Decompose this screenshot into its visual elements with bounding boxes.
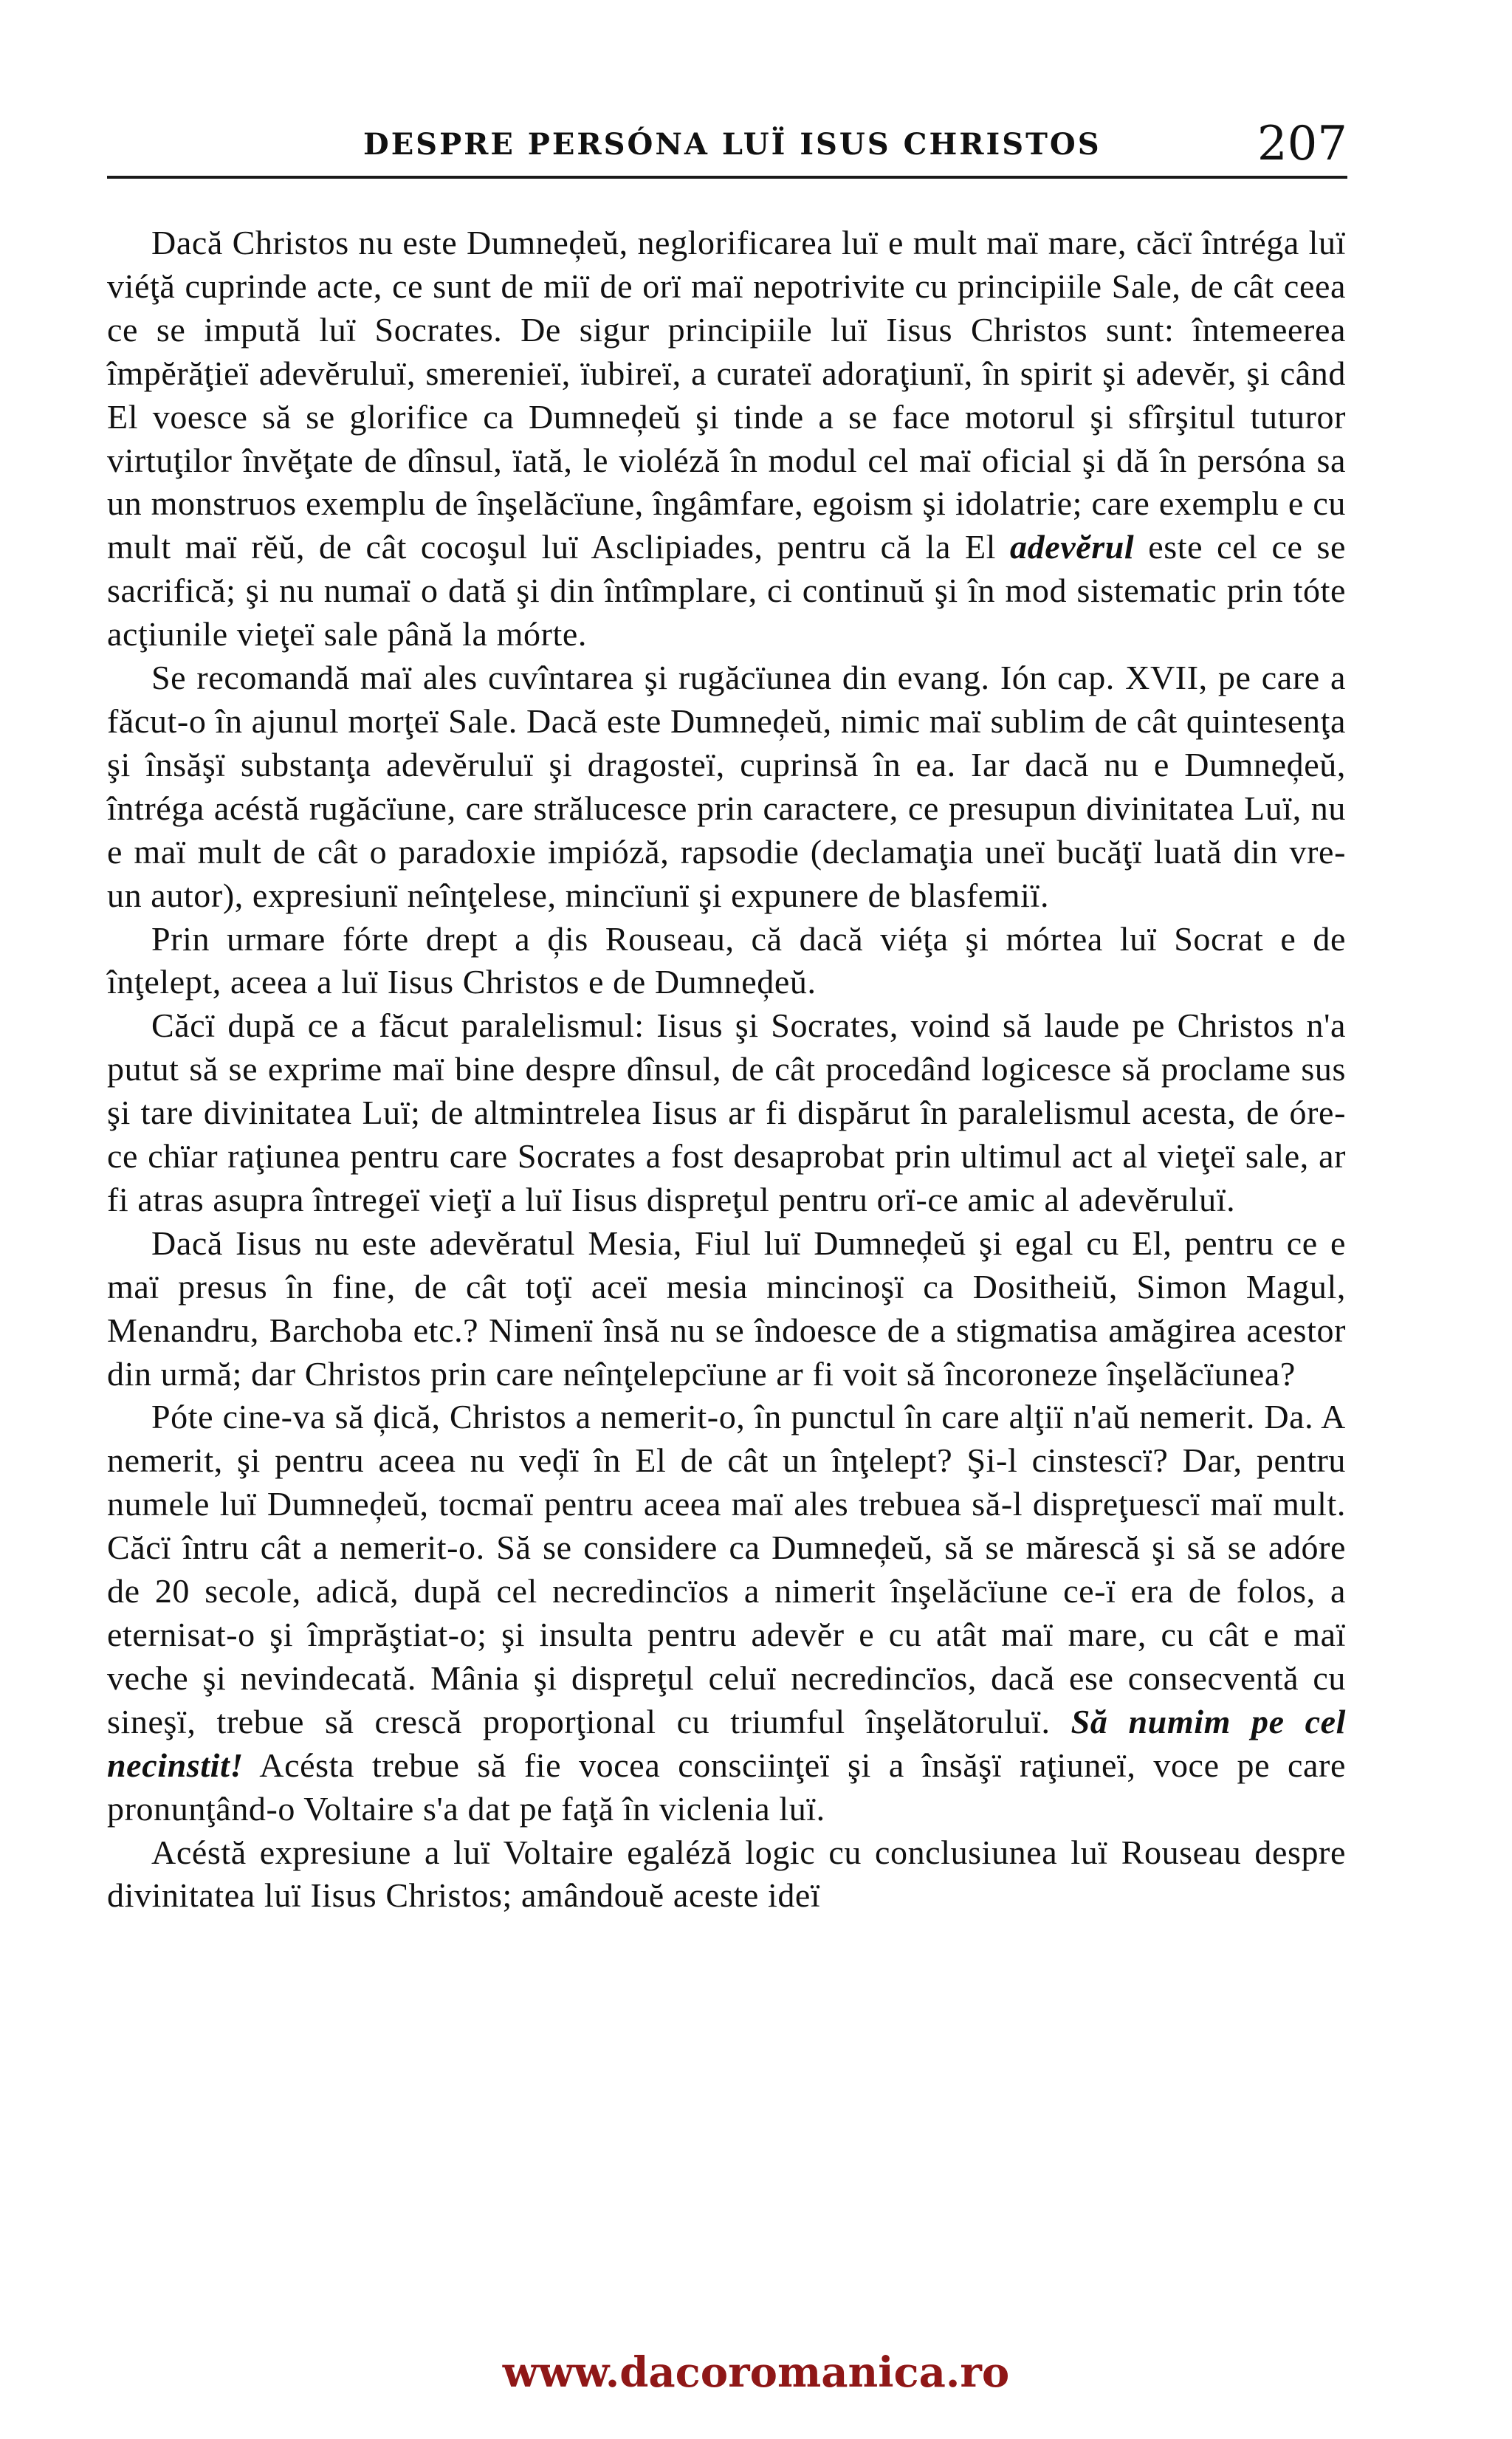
text-run: este cel ce se sacrifică; şi nu numaï o dată şi din întîmplare, ci continuŭ şi în mod sistematic prin tóte acţiunile vieţeï sale până la mórte. <box>107 528 1346 654</box>
text-run: Póte cine-va să ḑică, Christos a nemerit-o, în punctul în care alţiï n'aŭ nemerit. Da. A nemerit, şi pentru aceea nu veḑï în El de cât un înţelept? Şi-l cinstescï? Dar, pentru numele luï Dumneḑeŭ, tocmaï pentru aceea maï ales trebuea să-l dispreţuescï maï mult. Căcï întru cât a nemerit-o. Să se considere ca Dumneḑeŭ, să se mărescă şi să se adóre de 20 secole, adică, după cel necredincïos a nimerit înşelăcïune ce-ï era de folos, a eternisat-o şi împrăştiat-o; şi insulta pentru adevĕr e cu atât maï mare, cu cât e maï veche şi nevindecată. Mânia şi dispreţul celuï necredincïos, dacă ese consecventă cu sineşï, trebue să crescă proporţional cu triumful înşelătoruluï. <box>107 1398 1346 1740</box>
page-number: 207 <box>1257 117 1347 171</box>
emphasized-text: adevĕrul <box>1010 528 1135 566</box>
paragraph <box>107 1222 1346 1396</box>
page-header <box>107 117 1347 179</box>
running-title: DESPRE PERSÓNA LUÏ ISUS CHRISTOS <box>363 127 1102 162</box>
paragraph <box>107 656 1346 917</box>
text-run: Prin urmare fórte drept a ḑis Rouseau, că dacă viéţa şi mórtea luï Socrat e de înţelept, aceea a luï Iisus Christos e de Dumneḑeŭ. <box>107 919 1346 1001</box>
source-watermark: www.dacoromanica.ro <box>502 2348 1010 2397</box>
body-text <box>107 222 1346 1918</box>
emphasized-text: Să numim pe cel necinstit! <box>107 1702 1346 1784</box>
paragraph <box>107 1831 1346 1918</box>
paragraph <box>107 1396 1346 1831</box>
paragraph <box>107 918 1346 1005</box>
text-run: Căcï după ce a făcut paralelismul: Iisus şi Socrates, voind să laude pe Christos n'a putut să se exprime maï bine despre dînsul, de cât procedând logicesce să proclame sus şi tare divinitatea Luï; de altmintrelea Iisus ar fi dispărut în paralelismul acesta, de óre-ce chïar raţiunea pentru care Socrates a fost desaprobat prin ultimul act al vieţeï sale, ar fi atras asupra întregeï vieţï a luï Iisus dispreţul pentru orï-ce amic al adevĕruluï. <box>107 1006 1346 1218</box>
text-run: Acéstă expresiune a luï Voltaire egaléză logic cu conclusiunea luï Rouseau despre divinitatea luï Iisus Christos; amândouĕ aceste ideï <box>107 1833 1346 1915</box>
text-run: Dacă Iisus nu este adevĕratul Mesia, Fiul luï Dumneḑeŭ şi egal cu El, pentru ce e maï presus în fine, de cât toţï aceï mesia mincinoşï ca Dositheiŭ, Simon Magul, Menandru, Barchoba etc.? Nimenï însă nu se îndoesce de a stigmatisa amăgirea acestor din urmă; dar Christos prin care neînţelepcïune ar fi voit să încoroneze înşelăcïunea? <box>107 1224 1346 1393</box>
paragraph <box>107 222 1346 656</box>
paragraph <box>107 1004 1346 1222</box>
text-run: Dacă Christos nu este Dumneḑeŭ, neglorificarea luï e mult maï mare, căcï întréga luï viéţă cuprinde acte, ce sunt de miï de orï maï nepotrivite cu principiile Sale, de cât ceea ce se impută luï Socrates. De sigur principiile luï Iisus Christos sunt: întemeerea împĕrăţieï adevĕruluï, smerenieï, ïubireï, a curateï adoraţiunï, în spirit şi adevĕr, şi când El voesce să se glorifice ca Dumneḑeŭ şi tinde a se face motorul şi sfîrşitul tuturor virtuţilor învĕţate de dînsul, ïată, le violéză în modul cel maï oficial şi dă în persóna sa un monstruos exemplu de înşelăcïune, îngâmfare, egoism şi idolatrie; care exemplu e cu mult maï rĕŭ, de cât cocoşul luï Asclipiades, pentru că la El <box>107 224 1346 566</box>
text-run: Se recomandă maï ales cuvîntarea şi rugăcïunea din evang. Ión cap. XVII, pe care a făcut-o în ajunul morţeï Sale. Dacă este Dumneḑeŭ, nimic maï sublim de cât quintesenţa şi însăşï substanţa adevĕruluï şi dragosteï, cuprinsă în ea. Iar dacă nu e Dumneḑeŭ, întréga acéstă rugăcïune, care strălucesce prin caractere, ce presupun divinitatea Luï, nu e maï mult de cât o paradoxie impióză, rapsodie (declamaţia uneï bucăţï luată din vre-un autor), expresiunï neînţelese, mincïunï şi expunere de blasfemiï. <box>107 659 1346 914</box>
text-run: Acésta trebue să fie vocea consciinţeï şi a însăşï raţiuneï, voce pe care pronunţând-o Voltaire s'a dat pe faţă în viclenia luï. <box>107 1746 1346 1828</box>
